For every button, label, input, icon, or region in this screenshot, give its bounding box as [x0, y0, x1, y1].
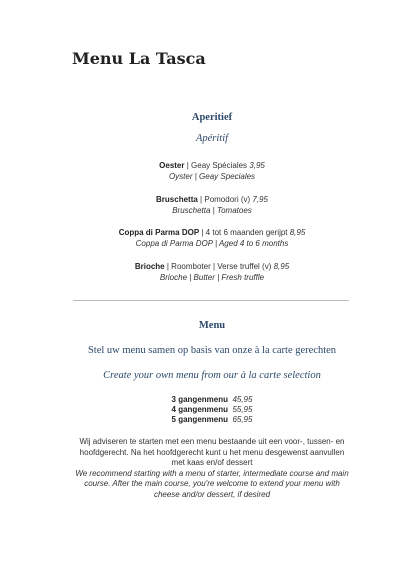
course-item [40, 405, 384, 415]
menu-intro-nl [40, 345, 384, 356]
course-item [40, 395, 384, 405]
menu-intro-english: Create your own menu from our à la carte selection [103, 370, 321, 381]
course-name: 3 gangenmenu [171, 395, 228, 404]
menu-note-dutch: Wij adviseren te starten met een menu bestaande uit een voor-, tussen- en hoofdgerecht. Na het hoofdgerecht kunt u het menu desgewenst aanvullen met kaas en/of dessert [79, 437, 345, 467]
section-divider [73, 300, 349, 301]
aperitief-item-coppa [40, 227, 384, 249]
item-translation: Oyster | Geay Speciales [168, 172, 256, 181]
course-price: 45,95 [232, 395, 253, 404]
item-translation: Brioche | Butter | Fresh truffle [159, 273, 265, 282]
item-description: | 4 tot 6 maanden gerijpt [199, 228, 290, 237]
aperitief-heading: Aperitief [191, 112, 233, 123]
menu-note-english: We recommend starting with a menu of starter, intermediate course and main course. After the main course, you're welcome to extend your menu with cheese and/or dessert, if desired [75, 468, 349, 499]
aperitief-item-bruschetta [40, 194, 384, 216]
item-name: Brioche [134, 262, 165, 271]
menu-heading-block [40, 320, 384, 331]
menu-item [40, 194, 384, 216]
aperitief-item-oester [40, 160, 384, 182]
item-name: Coppa di Parma DOP [118, 228, 200, 237]
course-item [40, 415, 384, 425]
menu-intro-dutch: Stel uw menu samen op basis van onze à la carte gerechten [87, 345, 337, 356]
menu-heading: Menu [198, 320, 226, 331]
item-description: | Roomboter | Verse truffel (v) [164, 262, 274, 271]
course-name: 4 gangenmenu [171, 405, 228, 414]
aperitief-subheading: Apéritif [195, 133, 229, 144]
item-description: | Geay Spéciales [184, 161, 250, 170]
item-translation: Bruschetta | Tomatoes [172, 206, 252, 215]
item-name: Oester [159, 161, 185, 170]
page-title: Menu La Tasca [72, 49, 206, 68]
item-description: | Pomodori (v) [197, 195, 253, 204]
item-price: 8,95 [289, 228, 306, 237]
course-price: 55,95 [232, 405, 253, 414]
aperitief-section [40, 112, 384, 144]
aperitief-item-brioche [40, 261, 384, 283]
menu-intro-en [40, 370, 384, 381]
item-price: 8,95 [273, 262, 290, 271]
menu-item [40, 261, 384, 283]
item-translation: Coppa di Parma DOP | Aged 4 to 6 months [135, 239, 289, 248]
course-name: 5 gangenmenu [171, 415, 228, 424]
item-price: 3,95 [249, 161, 265, 170]
menu-notes [72, 437, 352, 500]
item-price: 7,95 [252, 195, 268, 204]
course-list [40, 395, 384, 425]
item-name: Bruschetta [156, 195, 198, 204]
course-price: 65,95 [232, 415, 253, 424]
menu-item [40, 160, 384, 182]
menu-item [40, 227, 384, 249]
